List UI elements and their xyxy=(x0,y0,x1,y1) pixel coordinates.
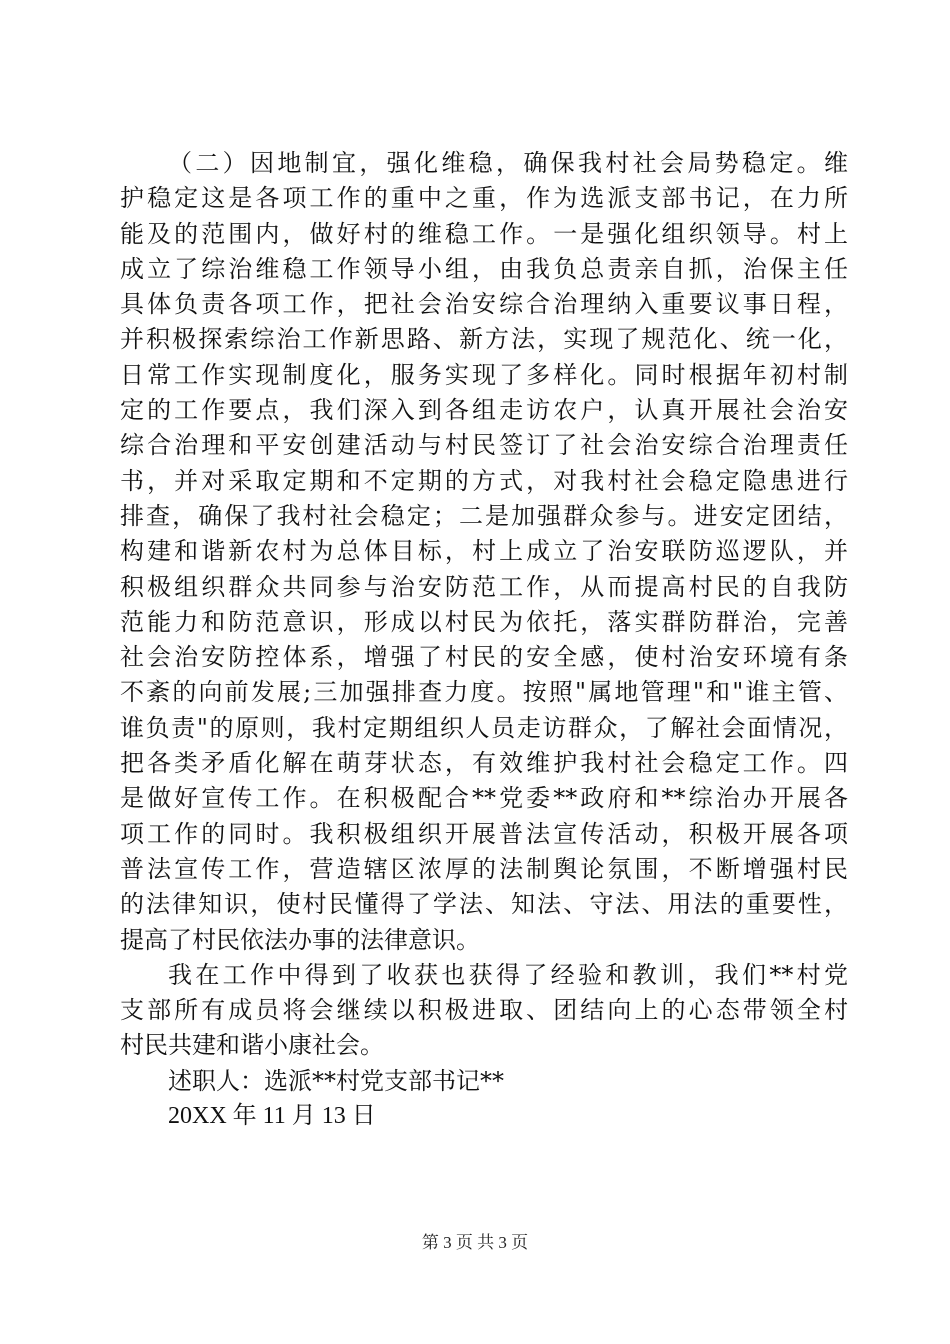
text-line: 能及的范围内，做好村的维稳工作。一是强化组织领导。村上 xyxy=(120,219,848,248)
signature-line: 述职人：选派**村党支部书记** xyxy=(168,1066,504,1095)
text-line: 并积极探索综治工作新思路、新方法，实现了规范化、统一化， xyxy=(120,325,848,354)
text-line: 社会治安防控体系，增强了村民的安全感，使村治安环境有条 xyxy=(120,643,848,672)
text-line: 具体负责各项工作，把社会治安综合治理纳入重要议事日程， xyxy=(120,290,848,319)
text-line: 成立了综治维稳工作领导小组，由我负总责亲自抓，治保主任 xyxy=(120,254,848,283)
text-line: 定的工作要点，我们深入到各组走访农户，认真开展社会治安 xyxy=(120,396,848,425)
text-line: 提高了村民依法办事的法律意识。 xyxy=(120,925,480,954)
text-line: 村民共建和谐小康社会。 xyxy=(120,1031,384,1060)
text-line: 把各类矛盾化解在萌芽状态，有效维护我村社会稳定工作。四 xyxy=(120,749,848,778)
document-body xyxy=(120,146,848,1134)
text-line: 的法律知识，使村民懂得了学法、知法、守法、用法的重要性， xyxy=(120,890,848,919)
text-line: 项工作的同时。我积极组织开展普法宣传活动，积极开展各项 xyxy=(120,819,848,848)
date-line: 20XX 年 11 月 13 日 xyxy=(168,1103,376,1130)
text-line: 谁负责"的原则，我村定期组织人员走访群众，了解社会面情况， xyxy=(120,713,848,742)
text-line: （二）因地制宜，强化维稳，确保我村社会局势稳定。维 xyxy=(168,149,848,177)
text-line: 积极组织群众共同参与治安防范工作，从而提高村民的自我防 xyxy=(120,572,848,601)
text-line: 综合治理和平安创建活动与村民签订了社会治安综合治理责任 xyxy=(120,431,848,460)
paragraph-maintain-stability xyxy=(120,146,848,958)
text-line: 普法宣传工作，营造辖区浓厚的法制舆论氛围，不断增强村民 xyxy=(120,854,848,883)
paragraph-conclusion xyxy=(120,958,848,1064)
text-line: 范能力和防范意识，形成以村民为依托，落实群防群治，完善 xyxy=(120,607,848,636)
text-line: 护稳定这是各项工作的重中之重，作为选派支部书记，在力所 xyxy=(120,184,848,213)
text-line: 书，并对采取定期和不定期的方式，对我村社会稳定隐患进行 xyxy=(120,466,848,495)
text-line: 支部所有成员将会继续以积极进取、团结向上的心态带领全村 xyxy=(120,996,848,1025)
text-line: 是做好宣传工作。在积极配合**党委**政府和**综治办开展各 xyxy=(120,784,848,813)
page-footer: 第 3 页 共 3 页 xyxy=(421,1233,529,1252)
text-line: 我在工作中得到了收获也获得了经验和教训，我们**村党 xyxy=(168,960,848,989)
text-line: 排查，确保了我村社会稳定；二是加强群众参与。进安定团结， xyxy=(120,501,848,530)
text-line: 不紊的向前发展;三加强排查力度。按照"属地管理"和"谁主管、 xyxy=(120,678,848,707)
text-line: 日常工作实现制度化，服务实现了多样化。同时根据年初村制 xyxy=(120,360,848,389)
text-line: 构建和谐新农村为总体目标，村上成立了治安联防巡逻队，并 xyxy=(120,537,848,566)
